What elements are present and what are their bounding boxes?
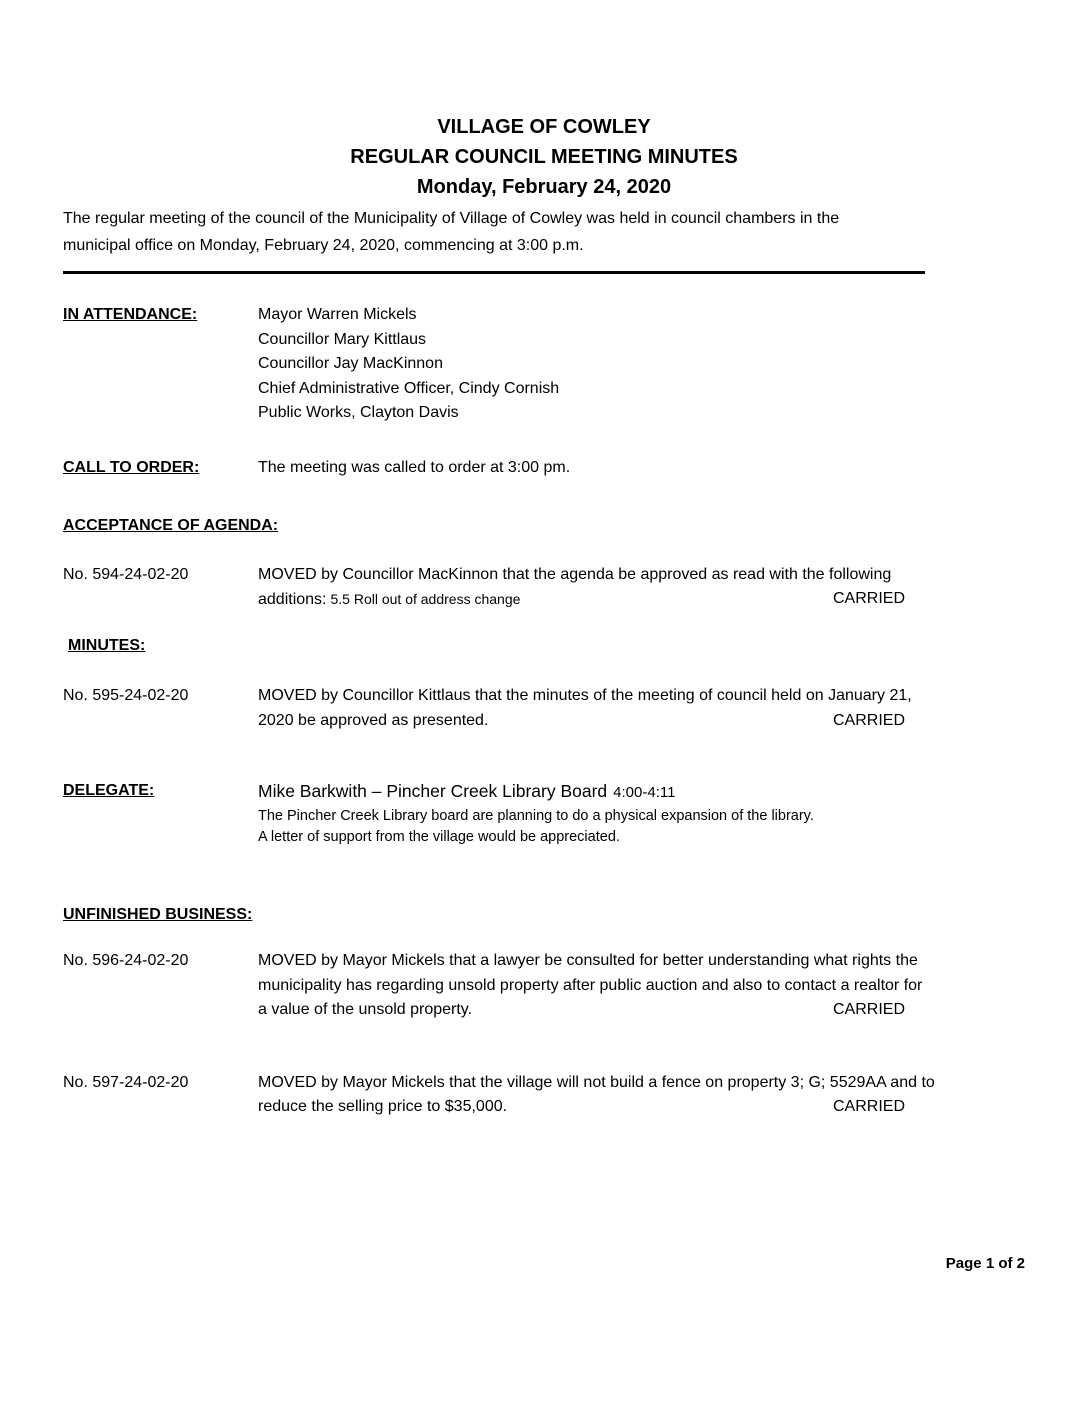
motion-597-body	[258, 1071, 1025, 1120]
intro-line: The regular meeting of the council of the Municipality of Village of Cowley was held in council chambers in the	[63, 210, 840, 227]
motion-594-result: CARRIED	[833, 590, 906, 607]
motion-597-line	[258, 1095, 1025, 1120]
call-to-order-body	[258, 456, 1025, 481]
unfinished-business-heading: UNFINISHED BUSINESS:	[63, 905, 253, 923]
minutes-heading: MINUTES:	[68, 636, 146, 654]
motion-596-line	[258, 998, 1025, 1023]
motion-597-line: MOVED by Mayor Mickels that the village will not build a fence on property 3; G; 5529AA and to	[258, 1073, 935, 1091]
motion-594-number: No. 594-24-02-20	[63, 565, 189, 583]
call-to-order-section	[63, 456, 1025, 481]
motion-596	[63, 949, 1025, 1023]
motion-596-number: No. 596-24-02-20	[63, 952, 189, 969]
motion-595	[63, 684, 1025, 733]
page-number: Page 1 of 2	[945, 1255, 1025, 1272]
motion-594-additions-lead: additions:	[258, 591, 327, 608]
motion-596-text: a value of the unsold property.	[258, 1001, 473, 1018]
motion-595-line: MOVED by Councillor Kittlaus that the minutes of the meeting of council held on January 21,	[258, 687, 912, 704]
motion-594-body	[258, 563, 1025, 613]
acceptance-of-agenda-heading: ACCEPTANCE OF AGENDA:	[63, 517, 279, 534]
attendee: Councillor Mary Kittlaus	[258, 330, 427, 348]
motion-596-body	[258, 949, 1025, 1023]
delegate-time: 4:00-4:11	[613, 784, 676, 801]
motion-596-result: CARRIED	[833, 1001, 906, 1018]
motion-595-line	[258, 709, 1025, 734]
motion-594-line: MOVED by Councillor MacKinnon that the agenda be approved as read with the following	[258, 565, 892, 583]
delegate-title-line	[258, 779, 1025, 806]
attendance-section	[63, 303, 1025, 426]
attendance-list	[258, 303, 1025, 426]
document-title-block	[0, 0, 1088, 202]
attendee: Chief Administrative Officer, Cindy Cornish	[258, 379, 560, 397]
motion-597	[63, 1071, 1025, 1120]
delegate-label	[63, 779, 258, 849]
motion-595-number: No. 595-24-02-20	[63, 687, 189, 704]
call-to-order-text: The meeting was called to order at 3:00 pm.	[258, 458, 571, 476]
intro-line: municipal office on Monday, February 24, 2020, commencing at 3:00 p.m.	[63, 237, 584, 254]
motion-594-additions-detail: 5.5 Roll out of address change	[330, 591, 521, 607]
delegate-note: A letter of support from the village would be appreciated.	[258, 829, 620, 845]
intro-paragraph	[63, 205, 1025, 259]
delegate-name: Mike Barkwith – Pincher Creek Library Board	[258, 781, 608, 801]
motion-596-line: municipality has regarding unsold property after public auction and also to contact a realtor for	[258, 976, 923, 994]
motion-596-line: MOVED by Mayor Mickels that a lawyer be consulted for better understanding what rights the	[258, 952, 918, 969]
attendee: Councillor Jay MacKinnon	[258, 355, 443, 372]
document-date: Monday, February 24, 2020	[416, 176, 672, 198]
motion-594	[63, 563, 1025, 613]
document-title: VILLAGE OF COWLEY	[437, 116, 651, 138]
delegate-note: The Pincher Creek Library board are planning to do a physical expansion of the library.	[258, 807, 814, 824]
call-to-order-label	[63, 456, 258, 481]
motion-597-result: CARRIED	[833, 1098, 906, 1115]
attendance-label	[63, 303, 258, 426]
call-to-order-heading: CALL TO ORDER:	[63, 458, 200, 476]
motion-594-line	[258, 587, 1025, 613]
attendee: Mayor Warren Mickels	[258, 306, 417, 323]
delegate-section	[63, 779, 1025, 849]
attendance-heading: IN ATTENDANCE:	[63, 306, 198, 323]
separator-rule	[63, 271, 925, 274]
document-subtitle: REGULAR COUNCIL MEETING MINUTES	[350, 146, 738, 168]
attendee: Public Works, Clayton Davis	[258, 404, 459, 421]
delegate-heading: DELEGATE:	[63, 782, 155, 799]
motion-597-text: reduce the selling price to $35,000.	[258, 1098, 508, 1115]
delegate-body	[258, 779, 1025, 849]
motion-597-number: No. 597-24-02-20	[63, 1073, 189, 1091]
motion-595-text: 2020 be approved as presented.	[258, 711, 489, 729]
motion-595-body	[258, 684, 1025, 733]
motion-595-result: CARRIED	[833, 711, 906, 729]
